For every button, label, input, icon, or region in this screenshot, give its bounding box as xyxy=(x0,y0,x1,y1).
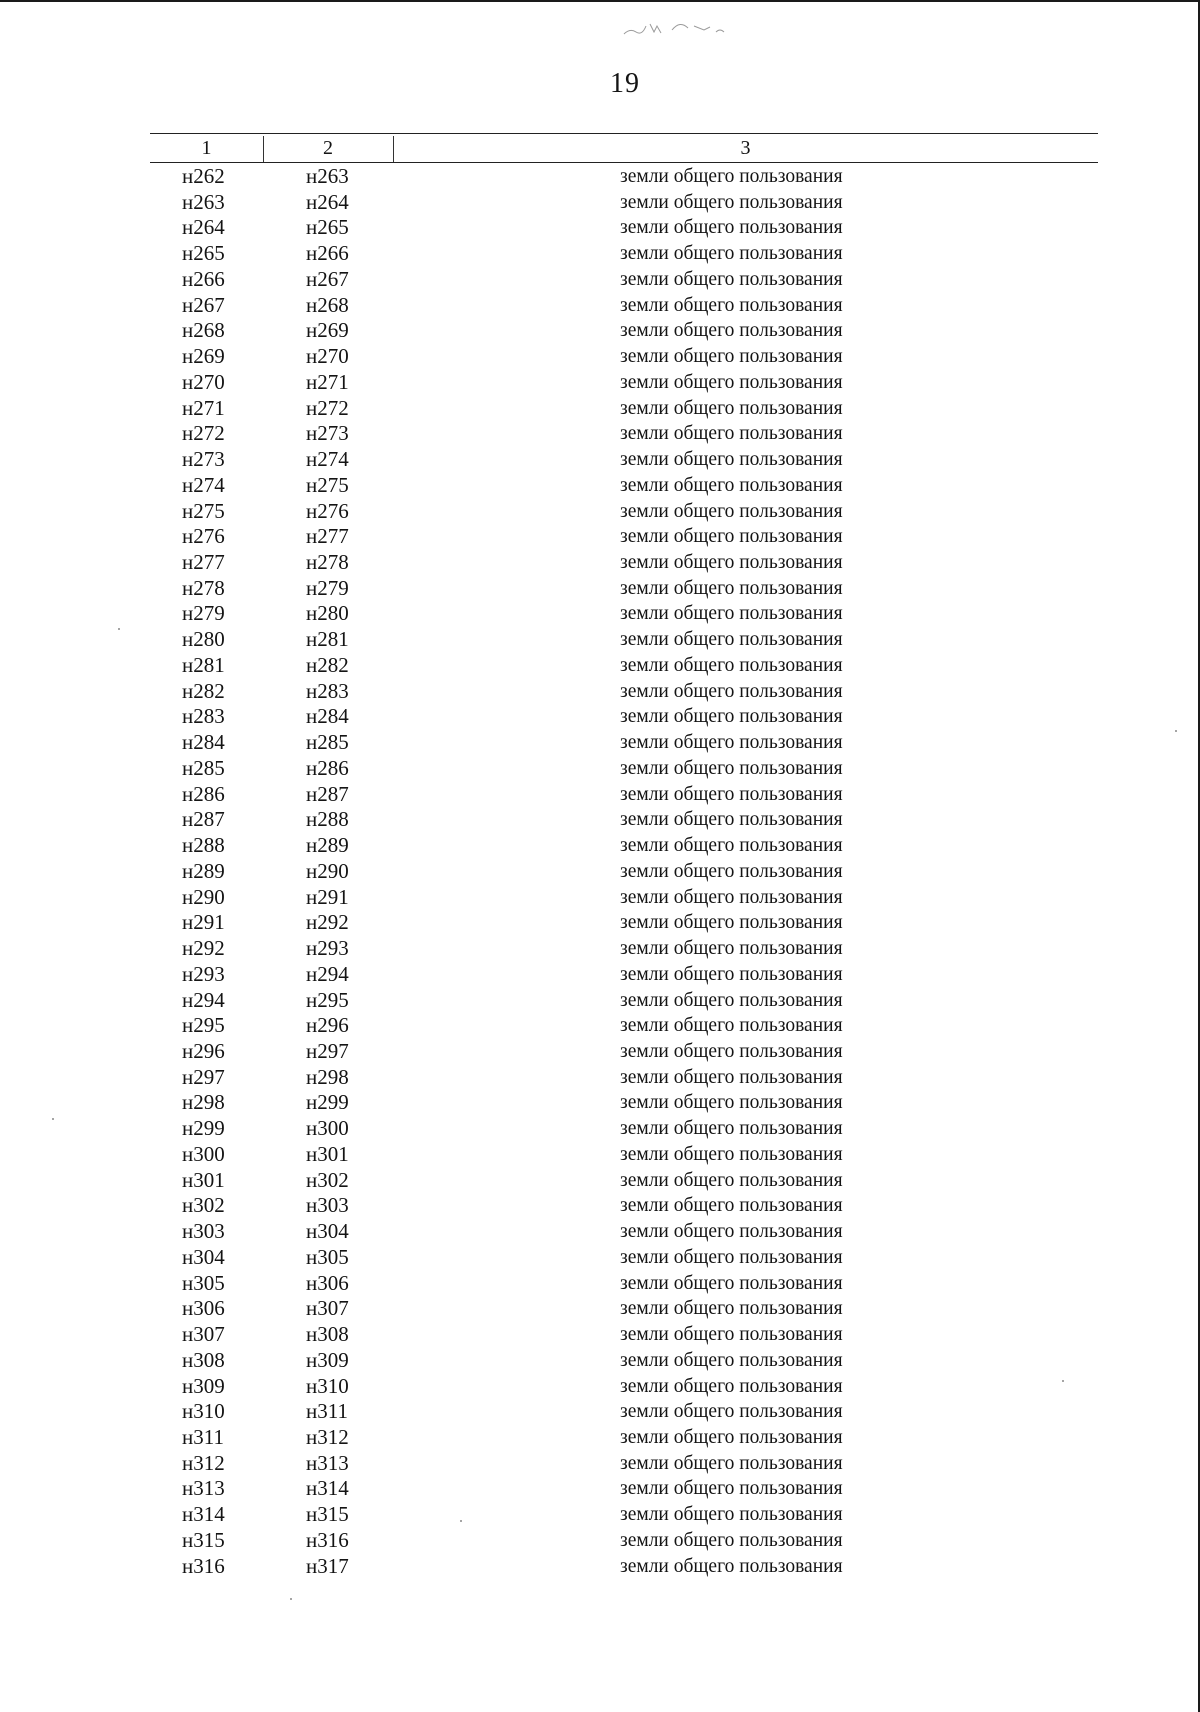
land-description-cell: земли общего пользования xyxy=(620,1504,843,1526)
point-from-cell: н276 xyxy=(182,524,225,549)
land-description-cell: земли общего пользования xyxy=(620,346,843,368)
point-to-cell: н306 xyxy=(306,1270,349,1295)
table-row xyxy=(150,627,1098,653)
page-number: 19 xyxy=(610,68,640,99)
table-row xyxy=(150,885,1098,911)
table-row xyxy=(150,524,1098,550)
land-description-cell: земли общего пользования xyxy=(620,809,843,831)
land-description-cell: земли общего пользования xyxy=(620,397,843,419)
point-to-cell: н300 xyxy=(306,1116,349,1141)
point-from-cell: н306 xyxy=(182,1296,225,1321)
table-row xyxy=(150,1374,1098,1400)
table-row xyxy=(150,962,1098,988)
table-row xyxy=(150,473,1098,499)
land-description-cell: земли общего пользования xyxy=(620,989,843,1011)
point-to-cell: н295 xyxy=(306,987,349,1012)
table-row xyxy=(150,833,1098,859)
point-from-cell: н312 xyxy=(182,1450,225,1475)
point-from-cell: н272 xyxy=(182,421,225,446)
land-description-cell: земли общего пользования xyxy=(620,1015,843,1037)
point-to-cell: н314 xyxy=(306,1476,349,1501)
point-from-cell: н307 xyxy=(182,1322,225,1347)
point-to-cell: н275 xyxy=(306,472,349,497)
table-row xyxy=(150,164,1098,190)
point-from-cell: н293 xyxy=(182,961,225,986)
point-from-cell: н291 xyxy=(182,910,225,935)
table-row xyxy=(150,1502,1098,1528)
point-from-cell: н262 xyxy=(182,164,225,188)
point-to-cell: н276 xyxy=(306,498,349,523)
column-divider xyxy=(263,136,264,162)
point-to-cell: н313 xyxy=(306,1450,349,1475)
land-description-cell: земли общего пользования xyxy=(620,294,843,316)
table-row xyxy=(150,576,1098,602)
point-from-cell: н268 xyxy=(182,318,225,343)
point-from-cell: н271 xyxy=(182,395,225,420)
land-description-cell: земли общего пользования xyxy=(620,1246,843,1268)
point-to-cell: н270 xyxy=(306,344,349,369)
point-from-cell: н285 xyxy=(182,755,225,780)
land-description-cell: земли общего пользования xyxy=(620,1040,843,1062)
land-description-cell: земли общего пользования xyxy=(620,1272,843,1294)
point-from-cell: н305 xyxy=(182,1270,225,1295)
land-description-cell: земли общего пользования xyxy=(620,526,843,548)
point-to-cell: н283 xyxy=(306,678,349,703)
table-row xyxy=(150,1065,1098,1091)
land-description-cell: земли общего пользования xyxy=(620,732,843,754)
table-row xyxy=(150,756,1098,782)
point-from-cell: н281 xyxy=(182,652,225,677)
scan-speck xyxy=(118,628,120,630)
land-description-cell: земли общего пользования xyxy=(620,1169,843,1191)
point-from-cell: н277 xyxy=(182,550,225,575)
land-description-cell: земли общего пользования xyxy=(620,835,843,857)
point-from-cell: н303 xyxy=(182,1219,225,1244)
land-description-cell: земли общего пользования xyxy=(620,1555,843,1577)
point-to-cell: н308 xyxy=(306,1322,349,1347)
land-description-cell: земли общего пользования xyxy=(620,1401,843,1423)
scan-speck xyxy=(290,1598,292,1600)
land-description-cell: земли общего пользования xyxy=(620,474,843,496)
land-description-cell: земли общего пользования xyxy=(620,191,843,213)
point-from-cell: н314 xyxy=(182,1502,225,1527)
land-description-cell: земли общего пользования xyxy=(620,268,843,290)
point-from-cell: н275 xyxy=(182,498,225,523)
scan-artifact-icon xyxy=(620,14,740,40)
point-to-cell: н286 xyxy=(306,755,349,780)
land-description-cell: земли общего пользования xyxy=(620,886,843,908)
table-row xyxy=(150,421,1098,447)
point-to-cell: н281 xyxy=(306,627,349,652)
point-to-cell: н279 xyxy=(306,575,349,600)
point-from-cell: н267 xyxy=(182,292,225,317)
column-divider xyxy=(393,136,394,162)
point-to-cell: н264 xyxy=(306,189,349,214)
table-row xyxy=(150,447,1098,473)
table-row xyxy=(150,267,1098,293)
point-to-cell: н315 xyxy=(306,1502,349,1527)
point-to-cell: н301 xyxy=(306,1141,349,1166)
point-to-cell: н263 xyxy=(306,164,349,188)
table-row xyxy=(150,988,1098,1014)
table-row xyxy=(150,1168,1098,1194)
point-to-cell: н297 xyxy=(306,1038,349,1063)
point-to-cell: н272 xyxy=(306,395,349,420)
table-body xyxy=(150,163,1098,1579)
land-description-cell: земли общего пользования xyxy=(620,577,843,599)
point-from-cell: н273 xyxy=(182,447,225,472)
table-row xyxy=(150,807,1098,833)
column-header-1: 1 xyxy=(201,137,212,159)
point-to-cell: н294 xyxy=(306,961,349,986)
table-row xyxy=(150,601,1098,627)
point-to-cell: н277 xyxy=(306,524,349,549)
land-description-cell: земли общего пользования xyxy=(620,1478,843,1500)
land-description-cell: земли общего пользования xyxy=(620,1143,843,1165)
point-to-cell: н265 xyxy=(306,215,349,240)
point-from-cell: н309 xyxy=(182,1373,225,1398)
point-to-cell: н289 xyxy=(306,833,349,858)
table-row xyxy=(150,499,1098,525)
boundary-table xyxy=(150,133,1098,1579)
point-from-cell: н300 xyxy=(182,1141,225,1166)
table-row xyxy=(150,704,1098,730)
point-to-cell: н274 xyxy=(306,447,349,472)
point-to-cell: н312 xyxy=(306,1424,349,1449)
land-description-cell: земли общего пользования xyxy=(620,1066,843,1088)
point-to-cell: н296 xyxy=(306,1013,349,1038)
point-to-cell: н307 xyxy=(306,1296,349,1321)
land-description-cell: земли общего пользования xyxy=(620,912,843,934)
land-description-cell: земли общего пользования xyxy=(620,1324,843,1346)
table-row xyxy=(150,1322,1098,1348)
point-from-cell: н296 xyxy=(182,1038,225,1063)
point-to-cell: н298 xyxy=(306,1064,349,1089)
column-header-3: 3 xyxy=(740,137,751,159)
point-from-cell: н263 xyxy=(182,189,225,214)
table-row xyxy=(150,1296,1098,1322)
table-row xyxy=(150,1116,1098,1142)
point-from-cell: н290 xyxy=(182,884,225,909)
land-description-cell: земли общего пользования xyxy=(620,423,843,445)
land-description-cell: земли общего пользования xyxy=(620,706,843,728)
point-from-cell: н284 xyxy=(182,730,225,755)
table-row xyxy=(150,370,1098,396)
table-row xyxy=(150,1425,1098,1451)
table-row xyxy=(150,1451,1098,1477)
point-from-cell: н315 xyxy=(182,1527,225,1552)
table-row xyxy=(150,1039,1098,1065)
point-to-cell: н290 xyxy=(306,858,349,883)
table-row xyxy=(150,190,1098,216)
point-to-cell: н299 xyxy=(306,1090,349,1115)
land-description-cell: земли общего пользования xyxy=(620,963,843,985)
point-to-cell: н287 xyxy=(306,781,349,806)
land-description-cell: земли общего пользования xyxy=(620,1452,843,1474)
point-to-cell: н302 xyxy=(306,1167,349,1192)
land-description-cell: земли общего пользования xyxy=(620,320,843,342)
point-from-cell: н265 xyxy=(182,241,225,266)
point-from-cell: н294 xyxy=(182,987,225,1012)
table-row xyxy=(150,1271,1098,1297)
land-description-cell: земли общего пользования xyxy=(620,1221,843,1243)
point-to-cell: н284 xyxy=(306,704,349,729)
table-row xyxy=(150,1219,1098,1245)
land-description-cell: земли общего пользования xyxy=(620,1118,843,1140)
point-from-cell: н299 xyxy=(182,1116,225,1141)
land-description-cell: земли общего пользования xyxy=(620,243,843,265)
land-description-cell: земли общего пользования xyxy=(620,1195,843,1217)
point-from-cell: н288 xyxy=(182,833,225,858)
scan-speck xyxy=(52,1118,54,1120)
point-from-cell: н280 xyxy=(182,627,225,652)
point-to-cell: н266 xyxy=(306,241,349,266)
point-to-cell: н309 xyxy=(306,1347,349,1372)
land-description-cell: земли общего пользования xyxy=(620,1298,843,1320)
table-row xyxy=(150,396,1098,422)
table-header xyxy=(150,133,1098,163)
point-from-cell: н278 xyxy=(182,575,225,600)
table-row xyxy=(150,1399,1098,1425)
point-from-cell: н311 xyxy=(182,1424,224,1449)
point-to-cell: н311 xyxy=(306,1399,348,1424)
table-row xyxy=(150,344,1098,370)
point-from-cell: н266 xyxy=(182,266,225,291)
point-from-cell: н274 xyxy=(182,472,225,497)
point-to-cell: н271 xyxy=(306,369,349,394)
table-row xyxy=(150,1193,1098,1219)
scan-speck xyxy=(1175,730,1177,732)
land-description-cell: земли общего пользования xyxy=(620,1426,843,1448)
point-from-cell: н292 xyxy=(182,936,225,961)
point-from-cell: н286 xyxy=(182,781,225,806)
point-from-cell: н279 xyxy=(182,601,225,626)
point-to-cell: н288 xyxy=(306,807,349,832)
point-from-cell: н287 xyxy=(182,807,225,832)
table-row xyxy=(150,215,1098,241)
land-description-cell: земли общего пользования xyxy=(620,552,843,574)
point-to-cell: н278 xyxy=(306,550,349,575)
land-description-cell: земли общего пользования xyxy=(620,757,843,779)
point-from-cell: н297 xyxy=(182,1064,225,1089)
land-description-cell: земли общего пользования xyxy=(620,1349,843,1371)
land-description-cell: земли общего пользования xyxy=(620,654,843,676)
land-description-cell: земли общего пользования xyxy=(620,860,843,882)
point-to-cell: н285 xyxy=(306,730,349,755)
point-from-cell: н269 xyxy=(182,344,225,369)
table-row xyxy=(150,318,1098,344)
point-from-cell: н304 xyxy=(182,1244,225,1269)
table-row xyxy=(150,1013,1098,1039)
table-row xyxy=(150,730,1098,756)
scan-speck xyxy=(1062,1380,1064,1382)
land-description-cell: земли общего пользования xyxy=(620,1529,843,1551)
point-from-cell: н264 xyxy=(182,215,225,240)
point-from-cell: н310 xyxy=(182,1399,225,1424)
land-description-cell: земли общего пользования xyxy=(620,217,843,239)
table-row xyxy=(150,293,1098,319)
table-row xyxy=(150,653,1098,679)
column-header-2: 2 xyxy=(323,137,333,159)
point-to-cell: н267 xyxy=(306,266,349,291)
table-row xyxy=(150,1348,1098,1374)
table-row xyxy=(150,1090,1098,1116)
point-from-cell: н289 xyxy=(182,858,225,883)
point-to-cell: н269 xyxy=(306,318,349,343)
land-description-cell: земли общего пользования xyxy=(620,783,843,805)
point-to-cell: н282 xyxy=(306,652,349,677)
table-row xyxy=(150,1554,1098,1580)
land-description-cell: земли общего пользования xyxy=(620,449,843,471)
point-from-cell: н283 xyxy=(182,704,225,729)
point-to-cell: н291 xyxy=(306,884,349,909)
table-row xyxy=(150,1142,1098,1168)
point-from-cell: н295 xyxy=(182,1013,225,1038)
point-to-cell: н316 xyxy=(306,1527,349,1552)
table-row xyxy=(150,859,1098,885)
point-to-cell: н305 xyxy=(306,1244,349,1269)
land-description-cell: земли общего пользования xyxy=(620,500,843,522)
land-description-cell: земли общего пользования xyxy=(620,166,843,187)
table-row xyxy=(150,1245,1098,1271)
point-to-cell: н317 xyxy=(306,1553,349,1578)
point-from-cell: н313 xyxy=(182,1476,225,1501)
table-row xyxy=(150,679,1098,705)
scan-speck xyxy=(460,1520,462,1522)
point-to-cell: н268 xyxy=(306,292,349,317)
point-to-cell: н303 xyxy=(306,1193,349,1218)
point-to-cell: н304 xyxy=(306,1219,349,1244)
table-row xyxy=(150,1476,1098,1502)
point-from-cell: н316 xyxy=(182,1553,225,1578)
table-row xyxy=(150,1528,1098,1554)
land-description-cell: земли общего пользования xyxy=(620,938,843,960)
land-description-cell: земли общего пользования xyxy=(620,1375,843,1397)
point-from-cell: н302 xyxy=(182,1193,225,1218)
land-description-cell: земли общего пользования xyxy=(620,680,843,702)
point-to-cell: н293 xyxy=(306,936,349,961)
point-from-cell: н301 xyxy=(182,1167,225,1192)
point-to-cell: н292 xyxy=(306,910,349,935)
point-from-cell: н298 xyxy=(182,1090,225,1115)
table-row xyxy=(150,241,1098,267)
table-row xyxy=(150,936,1098,962)
table-row xyxy=(150,910,1098,936)
point-from-cell: н270 xyxy=(182,369,225,394)
land-description-cell: земли общего пользования xyxy=(620,1092,843,1114)
land-description-cell: земли общего пользования xyxy=(620,603,843,625)
land-description-cell: земли общего пользования xyxy=(620,371,843,393)
table-row xyxy=(150,782,1098,808)
point-from-cell: н308 xyxy=(182,1347,225,1372)
page-top-edge xyxy=(0,0,1200,2)
point-to-cell: н273 xyxy=(306,421,349,446)
table-row xyxy=(150,550,1098,576)
point-from-cell: н282 xyxy=(182,678,225,703)
land-description-cell: земли общего пользования xyxy=(620,629,843,651)
point-to-cell: н310 xyxy=(306,1373,349,1398)
point-to-cell: н280 xyxy=(306,601,349,626)
